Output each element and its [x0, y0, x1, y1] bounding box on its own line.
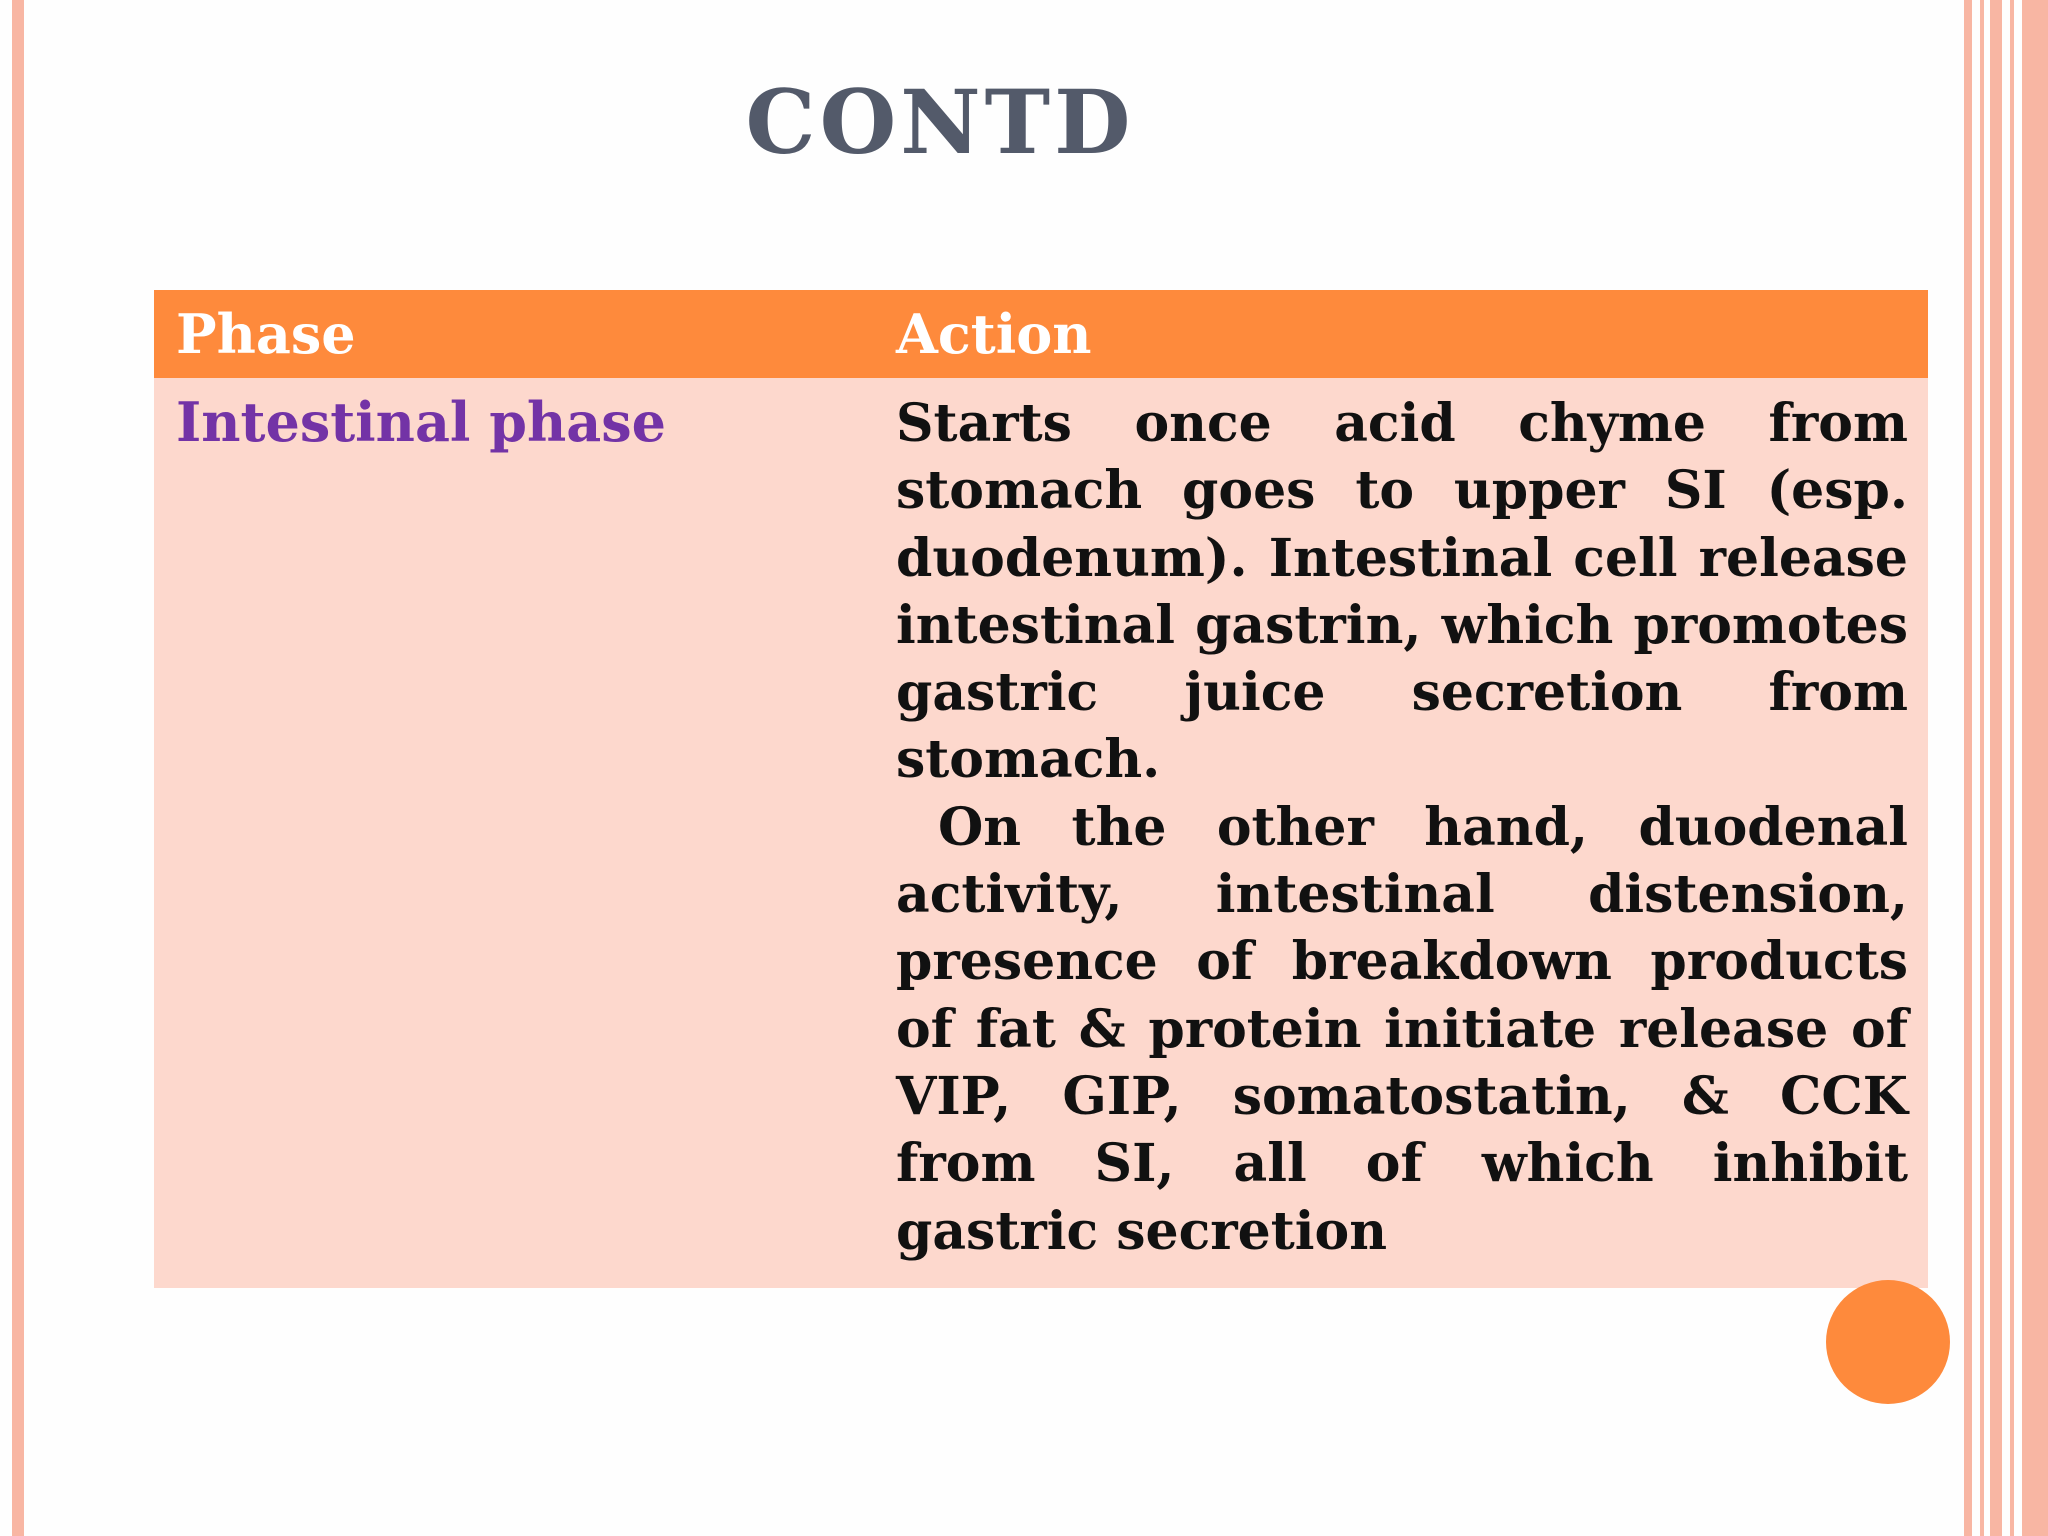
right-stripe-4 [2010, 0, 2014, 1536]
slide-title: CONTD [745, 70, 1135, 174]
decorative-circle [1826, 1280, 1950, 1404]
right-stripe-1 [1964, 0, 1972, 1536]
header-phase: Phase [176, 302, 356, 366]
right-border-stripes [1964, 0, 2048, 1536]
table-header-row [154, 290, 1928, 378]
action-paragraph-2: On the other hand, duodenal activity, intestinal distension, presence of breakdown products of fat & protein initiate release of VIP, GIP, somatostatin, & CCK from SI, all of which inhibit gastric secretion [896, 796, 1908, 1262]
left-border-bar [12, 0, 24, 1536]
phase-action-table [154, 290, 1928, 1288]
header-action: Action [896, 302, 1092, 366]
right-stripe-3 [1990, 0, 2002, 1536]
right-stripe-5 [2022, 0, 2048, 1536]
action-paragraph-1: Starts once acid chyme from stomach goes to upper SI (esp. duodenum). Intestinal cell release intestinal gastrin, which promotes gastric juice secretion from stomach. [896, 393, 1908, 791]
action-cell [896, 390, 1908, 1265]
right-stripe-2 [1980, 0, 1984, 1536]
phase-cell: Intestinal phase [176, 390, 667, 454]
